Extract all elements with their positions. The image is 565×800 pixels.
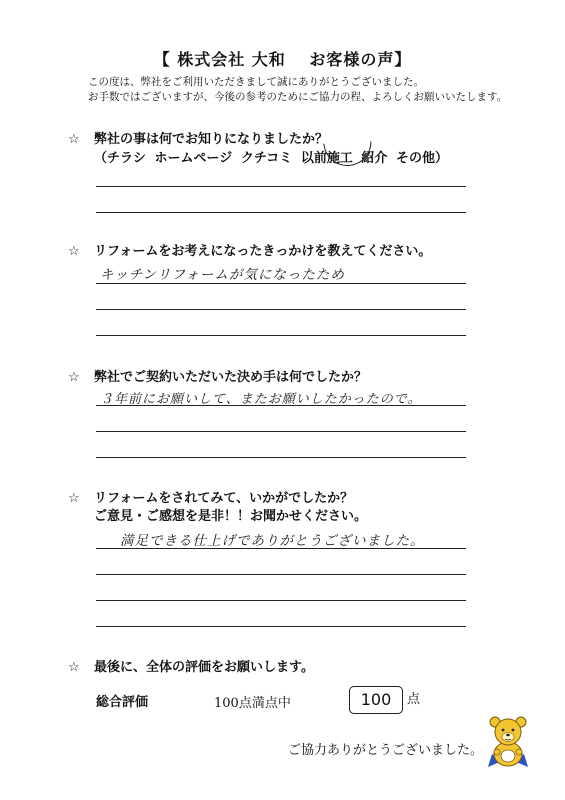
- overall-rating-label: 総合評価: [96, 695, 149, 710]
- option-referral: 紹介: [361, 151, 388, 166]
- page-title: 【 株式会社 大和 お客様の声】: [153, 50, 412, 69]
- answer-line: [96, 405, 466, 406]
- answer-line: [96, 431, 466, 432]
- star-icon: ☆: [68, 244, 80, 259]
- intro-line-2: お手数ではございますが、今後の参考のためにご協力の程、よろしくお願いいたします。: [88, 91, 508, 103]
- answer-q3-handwritten: ３年前にお願いして、またお願いしたかったので。: [100, 392, 422, 407]
- answer-line: [96, 626, 466, 627]
- question-4-text: リフォームをされてみて、いかがでしたか？: [94, 491, 354, 506]
- option-homepage: ホームページ: [154, 151, 233, 166]
- question-2-text: リフォームをお考えになったきっかけを教えてください。: [94, 244, 432, 259]
- question-3-text: 弊社でご契約いただいた決め手は何でしたか？: [94, 370, 368, 385]
- star-icon: ☆: [68, 132, 80, 147]
- option-other: その他）: [395, 151, 448, 166]
- answer-q2-handwritten: キッチンリフォームが気になったため: [100, 267, 345, 283]
- question-1: [68, 128, 328, 147]
- question-5-text: 最後に、全体の評価をお願いします。: [94, 660, 314, 675]
- answer-line: [96, 335, 466, 336]
- answer-line: [96, 283, 466, 284]
- question-2: [68, 240, 431, 259]
- answer-q4-handwritten: 満足できる仕上げでありがとうございました。: [120, 533, 425, 549]
- bear-mascot-icon: [484, 714, 532, 768]
- answer-line: [96, 574, 466, 575]
- answer-line: [96, 212, 466, 213]
- star-icon: ☆: [68, 660, 80, 675]
- question-3: [68, 366, 367, 385]
- question-4: [68, 487, 353, 506]
- rating-scale-label: 100点満点中: [214, 696, 291, 711]
- answer-line: [96, 186, 466, 187]
- question-5: [68, 656, 314, 675]
- question-1-text: 弊社の事は何でお知りになりましたか？: [94, 132, 329, 147]
- star-icon: ☆: [68, 491, 80, 506]
- thanks-message: ご協力ありがとうございました。: [288, 743, 484, 758]
- answer-line: [96, 309, 466, 310]
- score-unit: 点: [407, 692, 421, 707]
- answer-line: [96, 600, 466, 601]
- option-word-of-mouth: クチコミ: [240, 151, 293, 166]
- source-options: [94, 147, 448, 166]
- intro-line-1: この度は、弊社をご利用いただきまして誠にありがとうございました。: [88, 76, 424, 88]
- option-previous-work: 以前施工: [300, 151, 353, 166]
- star-icon: ☆: [68, 370, 80, 385]
- score-box: 100: [349, 686, 403, 714]
- answer-line: [96, 457, 466, 458]
- option-flyer: （チラシ: [94, 151, 147, 166]
- question-4-text-2: ご意見・ご感想を是非！！お聞かせください。: [94, 509, 368, 524]
- answer-line: [96, 548, 466, 549]
